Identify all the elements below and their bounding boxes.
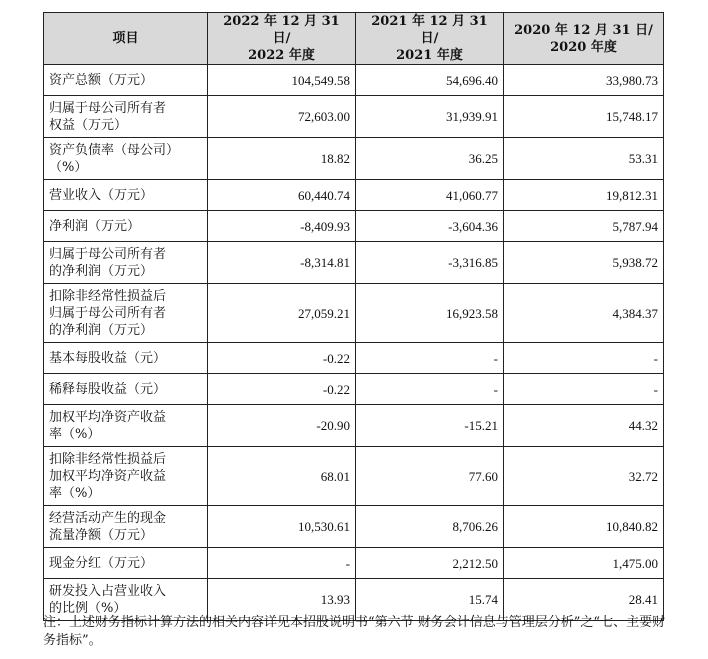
table-row [44, 138, 664, 180]
cell-v2020: 5,787.94 [504, 211, 664, 242]
cell-v2022: -0.22 [208, 343, 356, 374]
table-row [44, 180, 664, 211]
row-label: 资产负债率（母公司） （%） [44, 138, 208, 180]
footnote: 注：上述财务指标计算方法的相关内容详见本招股说明书“第六节 财务会计信息与管理层分析”之“七、主要财务指标”。 [43, 615, 666, 648]
cell-v2020: 33,980.73 [504, 65, 664, 96]
row-label: 研发投入占营业收入 的比例（%） [44, 579, 208, 621]
cell-v2022: 18.82 [208, 138, 356, 180]
row-label: 归属于母公司所有者 的净利润（万元） [44, 242, 208, 284]
header-item: 项目 [44, 13, 208, 65]
cell-v2020: 5,938.72 [504, 242, 664, 284]
cell-v2020: 53.31 [504, 138, 664, 180]
table-row [44, 343, 664, 374]
table-row [44, 447, 664, 506]
cell-v2022: -8,314.81 [208, 242, 356, 284]
cell-v2020: 19,812.31 [504, 180, 664, 211]
cell-v2022: -8,409.93 [208, 211, 356, 242]
row-label: 资产总额（万元） [44, 65, 208, 96]
row-label: 营业收入（万元） [44, 180, 208, 211]
table-header-row [44, 13, 664, 65]
cell-v2022: - [208, 548, 356, 579]
table-row [44, 242, 664, 284]
cell-v2021: 15.74 [356, 579, 504, 621]
cell-v2020: 15,748.17 [504, 96, 664, 138]
cell-v2021: - [356, 374, 504, 405]
cell-v2020: 32.72 [504, 447, 664, 506]
cell-v2021: -15.21 [356, 405, 504, 447]
table-row [44, 284, 664, 343]
row-label: 现金分红（万元） [44, 548, 208, 579]
row-label: 加权平均净资产收益 率（%） [44, 405, 208, 447]
header-2022: 2022 年 12 月 31 日/ 2022 年度 [208, 13, 356, 65]
cell-v2021: 8,706.26 [356, 506, 504, 548]
cell-v2020: 28.41 [504, 579, 664, 621]
financial-indicators-table [43, 12, 664, 621]
cell-v2021: 2,212.50 [356, 548, 504, 579]
cell-v2020: 4,384.37 [504, 284, 664, 343]
cell-v2022: 104,549.58 [208, 65, 356, 96]
row-label: 稀释每股收益（元） [44, 374, 208, 405]
table-row [44, 65, 664, 96]
financial-table-container [43, 12, 663, 621]
table-row [44, 548, 664, 579]
table-row [44, 96, 664, 138]
cell-v2021: 54,696.40 [356, 65, 504, 96]
row-label: 归属于母公司所有者 权益（万元） [44, 96, 208, 138]
row-label: 扣除非经常性损益后 加权平均净资产收益 率（%） [44, 447, 208, 506]
cell-v2021: 77.60 [356, 447, 504, 506]
cell-v2020: 10,840.82 [504, 506, 664, 548]
cell-v2021: 36.25 [356, 138, 504, 180]
cell-v2021: - [356, 343, 504, 374]
cell-v2020: 44.32 [504, 405, 664, 447]
cell-v2022: 68.01 [208, 447, 356, 506]
cell-v2022: 60,440.74 [208, 180, 356, 211]
table-row [44, 211, 664, 242]
cell-v2022: 27,059.21 [208, 284, 356, 343]
table-row [44, 374, 664, 405]
cell-v2021: 31,939.91 [356, 96, 504, 138]
cell-v2022: 10,530.61 [208, 506, 356, 548]
row-label: 扣除非经常性损益后 归属于母公司所有者 的净利润（万元） [44, 284, 208, 343]
header-2020: 2020 年 12 月 31 日/ 2020 年度 [504, 13, 664, 65]
cell-v2020: - [504, 374, 664, 405]
row-label: 基本每股收益（元） [44, 343, 208, 374]
cell-v2021: 41,060.77 [356, 180, 504, 211]
cell-v2022: 72,603.00 [208, 96, 356, 138]
cell-v2021: 16,923.58 [356, 284, 504, 343]
cell-v2022: -20.90 [208, 405, 356, 447]
row-label: 净利润（万元） [44, 211, 208, 242]
cell-v2020: - [504, 343, 664, 374]
cell-v2021: -3,604.36 [356, 211, 504, 242]
header-2021: 2021 年 12 月 31 日/ 2021 年度 [356, 13, 504, 65]
row-label: 经营活动产生的现金 流量净额（万元） [44, 506, 208, 548]
cell-v2021: -3,316.85 [356, 242, 504, 284]
cell-v2022: 13.93 [208, 579, 356, 621]
table-row [44, 506, 664, 548]
cell-v2020: 1,475.00 [504, 548, 664, 579]
table-row [44, 405, 664, 447]
cell-v2022: -0.22 [208, 374, 356, 405]
